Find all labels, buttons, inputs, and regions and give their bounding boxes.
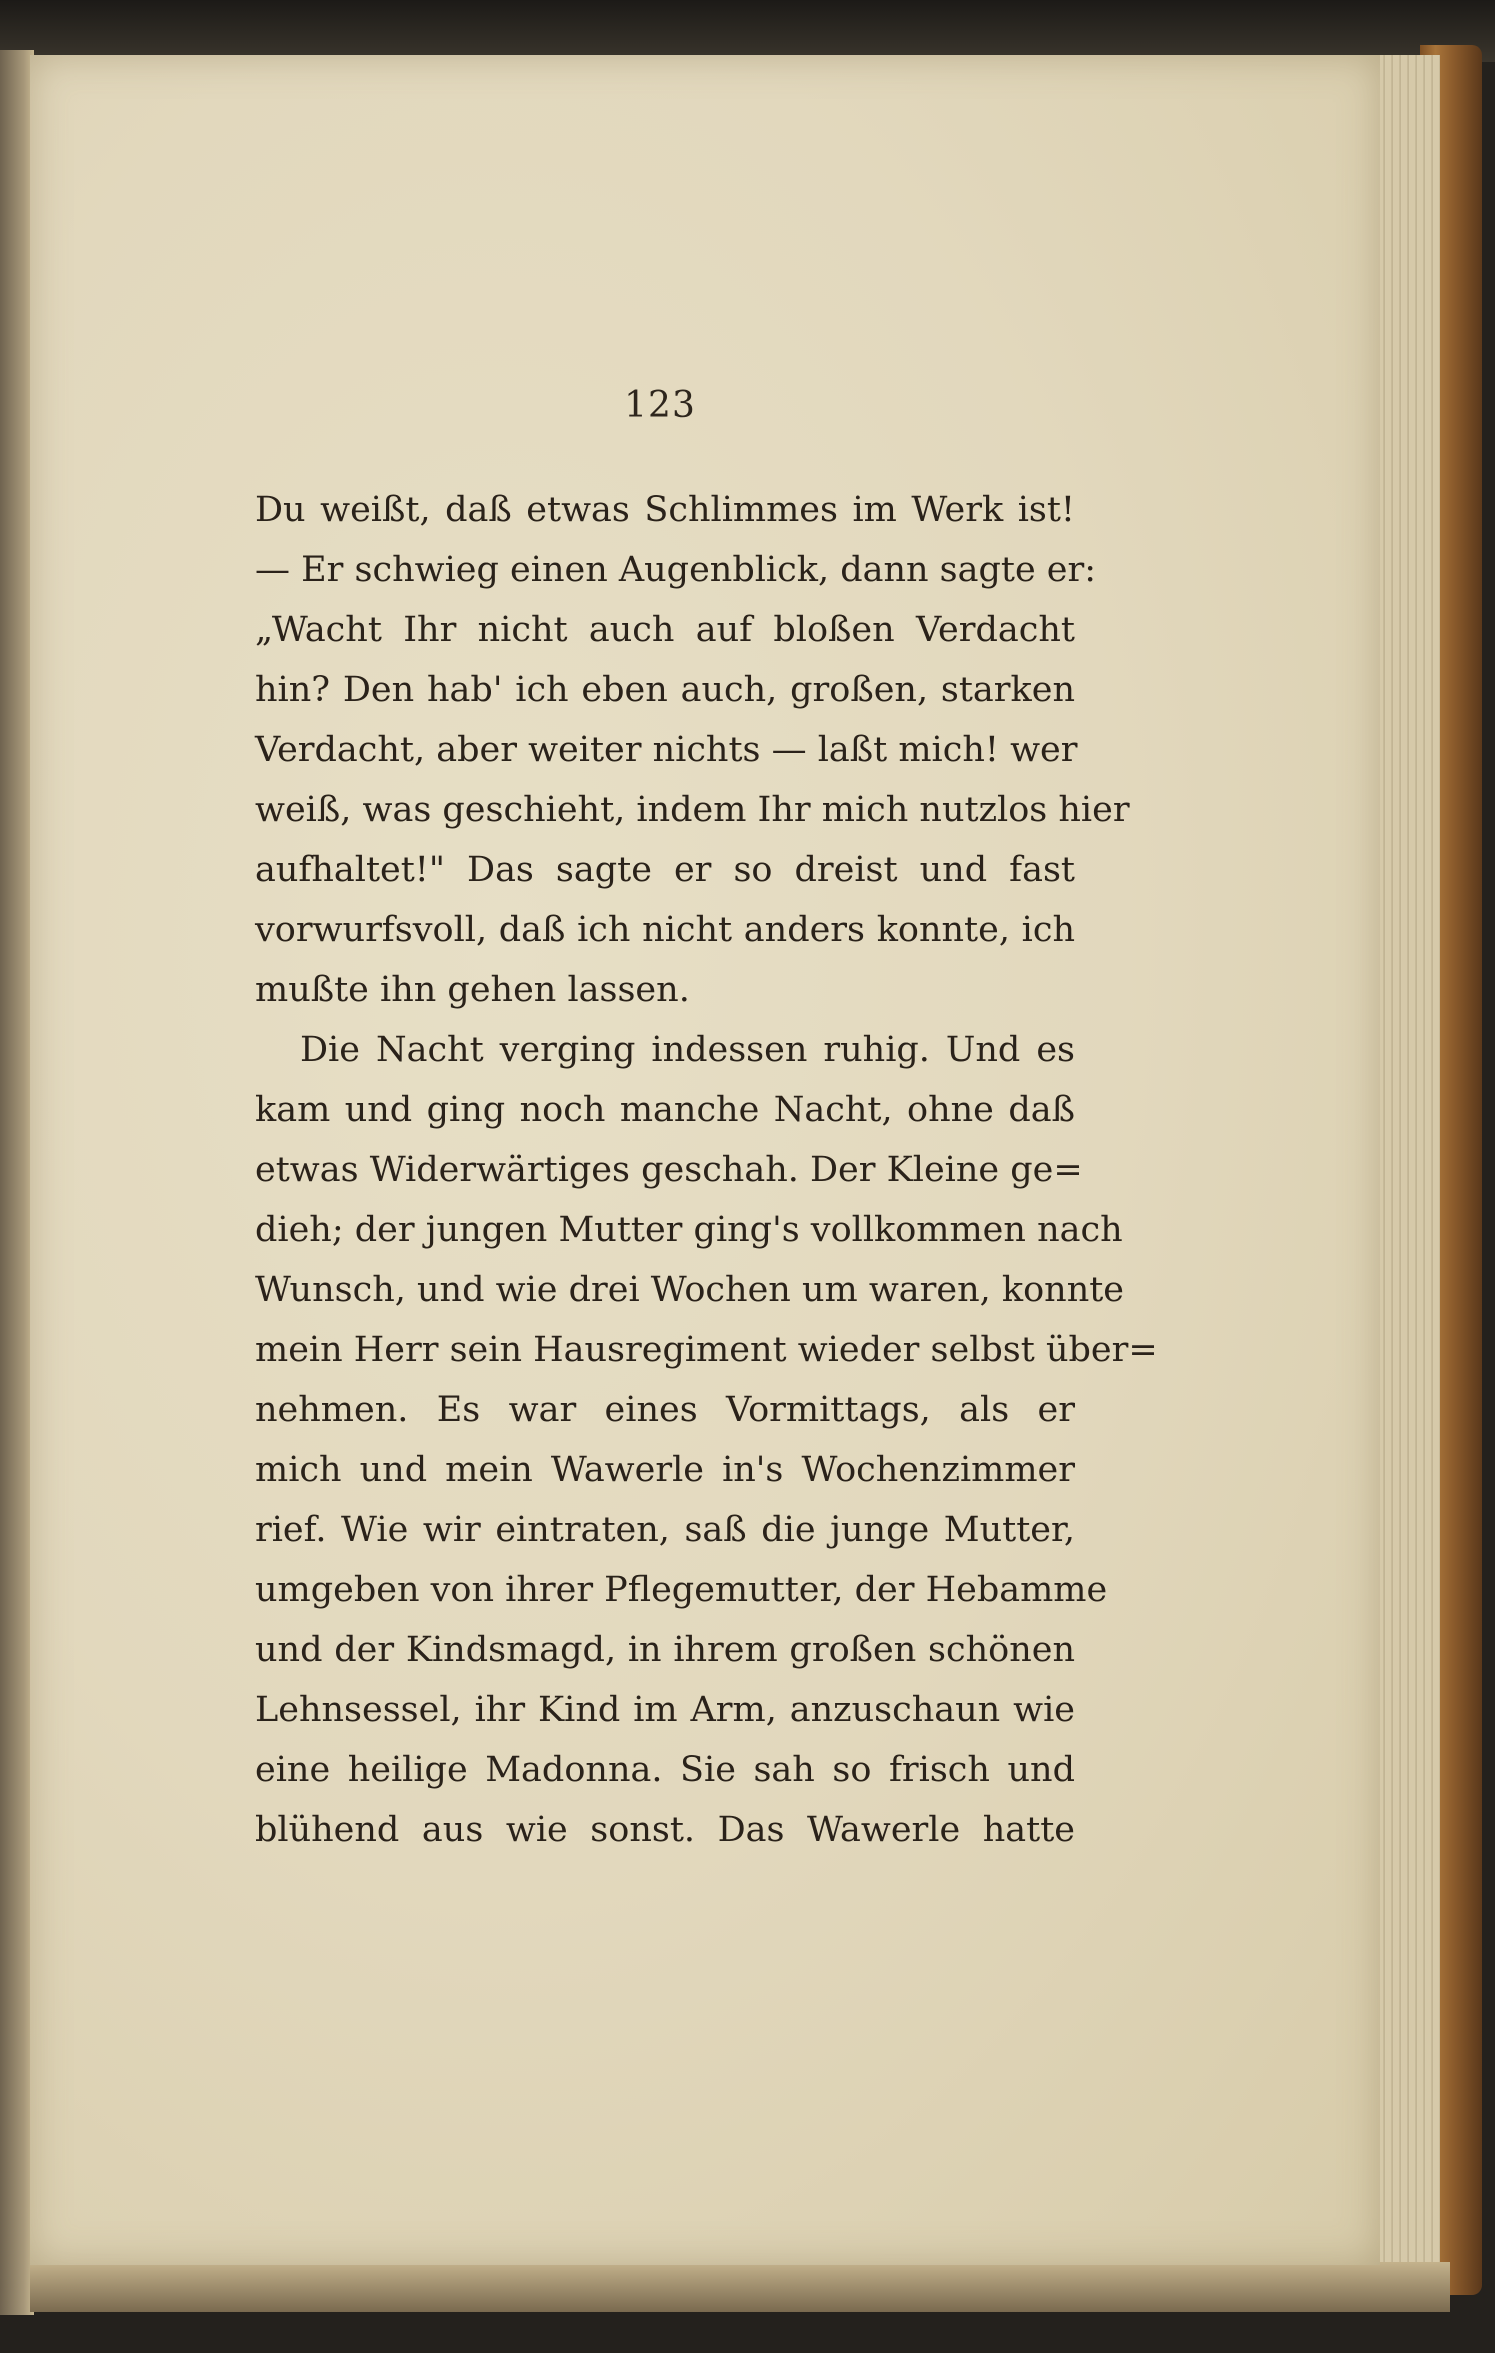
page-fore-edge <box>1370 55 1440 2280</box>
text-line: Du weißt, daß etwas Schlimmes im Werk ist! <box>255 490 1075 530</box>
book-page <box>30 55 1380 2265</box>
text-line: „Wacht Ihr nicht auch auf bloßen Verdacht <box>255 610 1075 650</box>
text-line: dieh; der jungen Mutter ging's vollkommen nach <box>255 1210 1123 1250</box>
text-line: umgeben von ihrer Pflegemutter, der Hebamme <box>255 1570 1108 1610</box>
body-text <box>255 480 1158 1860</box>
text-line: vorwurfsvoll, daß ich nicht anders konnte, ich <box>255 910 1075 950</box>
text-line: — Er schwieg einen Augenblick, dann sagte er: <box>255 550 1097 590</box>
text-line: aufhaltet!" Das sagte er so dreist und fast <box>255 850 1075 890</box>
text-line: eine heilige Madonna. Sie sah so frisch und <box>255 1750 1075 1790</box>
page-number: 123 <box>624 385 696 426</box>
text-line: blühend aus wie sonst. Das Wawerle hatte <box>255 1810 1075 1850</box>
text-line: mich und mein Wawerle in's Wochenzimmer <box>255 1450 1075 1490</box>
text-line: Wunsch, und wie drei Wochen um waren, konnte <box>255 1270 1125 1310</box>
page-bottom-edge <box>30 2262 1450 2312</box>
text-line: Die Nacht verging indessen ruhig. Und es <box>300 1030 1075 1070</box>
text-line: mußte ihn gehen lassen. <box>255 970 690 1010</box>
text-line: Verdacht, aber weiter nichts — laßt mich! wer <box>255 730 1078 770</box>
text-line: Lehnsessel, ihr Kind im Arm, anzuschaun wie <box>255 1690 1075 1730</box>
text-line: etwas Widerwärtiges geschah. Der Kleine ge= <box>255 1150 1083 1190</box>
text-line: mein Herr sein Hausregiment wieder selbst über= <box>255 1330 1158 1370</box>
facing-page-edge <box>0 50 34 2315</box>
text-line: kam und ging noch manche Nacht, ohne daß <box>255 1090 1075 1130</box>
text-line: und der Kindsmagd, in ihrem großen schönen <box>255 1630 1075 1670</box>
background-top <box>0 0 1495 62</box>
text-line: hin? Den hab' ich eben auch, großen, starken <box>255 670 1075 710</box>
text-line: weiß, was geschieht, indem Ihr mich nutzlos hier <box>255 790 1130 830</box>
text-line: rief. Wie wir eintraten, saß die junge Mutter, <box>255 1510 1075 1550</box>
text-line: nehmen. Es war eines Vormittags, als er <box>255 1390 1075 1430</box>
